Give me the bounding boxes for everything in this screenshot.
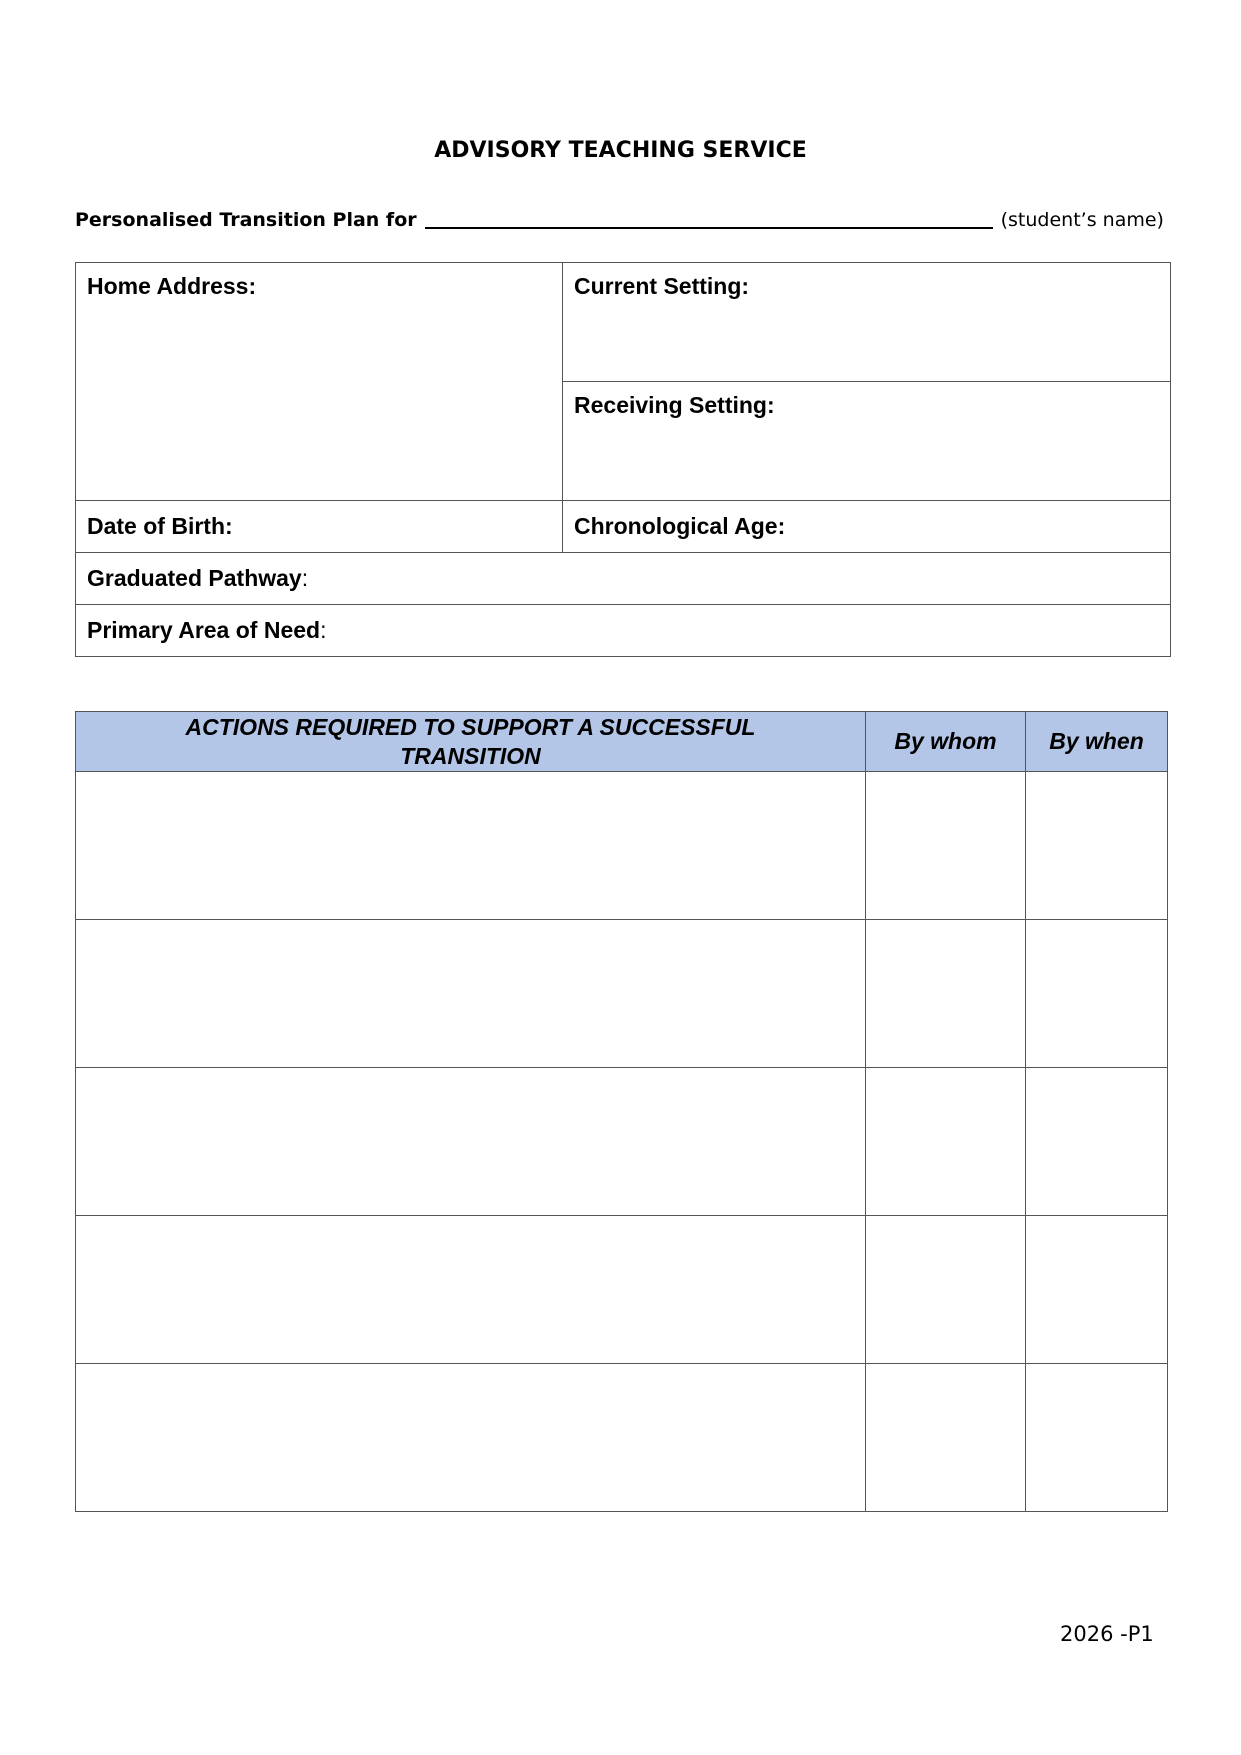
student-name-field[interactable] (425, 205, 993, 229)
home-address-cell[interactable] (76, 263, 563, 501)
date-of-birth-label: Date of Birth: (87, 513, 233, 539)
by-when-cell[interactable] (1026, 920, 1168, 1068)
current-setting-cell[interactable] (563, 263, 1171, 382)
by-when-cell[interactable] (1026, 1364, 1168, 1512)
by-whom-cell[interactable] (866, 920, 1026, 1068)
plan-label: Personalised Transition Plan for (75, 209, 417, 231)
by-whom-cell[interactable] (866, 772, 1026, 920)
chronological-age-cell[interactable] (563, 501, 1171, 553)
by-whom-header: By whom (866, 712, 1026, 772)
receiving-setting-cell[interactable] (563, 382, 1171, 501)
action-cell[interactable] (76, 1364, 866, 1512)
by-when-cell[interactable] (1026, 772, 1168, 920)
page-title: ADVISORY TEACHING SERVICE (434, 138, 807, 163)
table-row (76, 772, 1168, 920)
student-info-table (75, 262, 1171, 657)
page-code: 2026 -P1 (1060, 1622, 1154, 1646)
by-when-header: By when (1026, 712, 1168, 772)
chronological-age-label: Chronological Age: (574, 513, 786, 539)
table-row (76, 1364, 1168, 1512)
by-whom-cell[interactable] (866, 1068, 1026, 1216)
actions-header (76, 712, 866, 772)
by-whom-cell[interactable] (866, 1364, 1026, 1512)
actions-header-text: ACTIONS REQUIRED TO SUPPORT A SUCCESSFUL TRANSITION (185, 713, 756, 769)
action-cell[interactable] (76, 1068, 866, 1216)
action-cell[interactable] (76, 772, 866, 920)
date-of-birth-cell[interactable] (76, 501, 563, 553)
student-name-line (75, 205, 1165, 231)
current-setting-label: Current Setting: (574, 273, 750, 299)
actions-table (75, 711, 1168, 1512)
action-cell[interactable] (76, 920, 866, 1068)
action-cell[interactable] (76, 1216, 866, 1364)
by-when-cell[interactable] (1026, 1216, 1168, 1364)
graduated-pathway-colon: : (301, 565, 309, 591)
primary-area-label: Primary Area of Need (87, 617, 321, 643)
by-when-cell[interactable] (1026, 1068, 1168, 1216)
primary-area-colon: : (320, 617, 327, 643)
table-row (76, 920, 1168, 1068)
home-address-label: Home Address: (87, 273, 257, 299)
graduated-pathway-cell[interactable] (76, 553, 1171, 605)
primary-area-cell[interactable] (76, 605, 1171, 657)
graduated-pathway-label: Graduated Pathway (87, 565, 302, 591)
receiving-setting-label: Receiving Setting: (574, 392, 775, 418)
table-row (76, 1068, 1168, 1216)
table-row (76, 1216, 1168, 1364)
plan-suffix: (student’s name) (1000, 209, 1164, 231)
by-whom-cell[interactable] (866, 1216, 1026, 1364)
